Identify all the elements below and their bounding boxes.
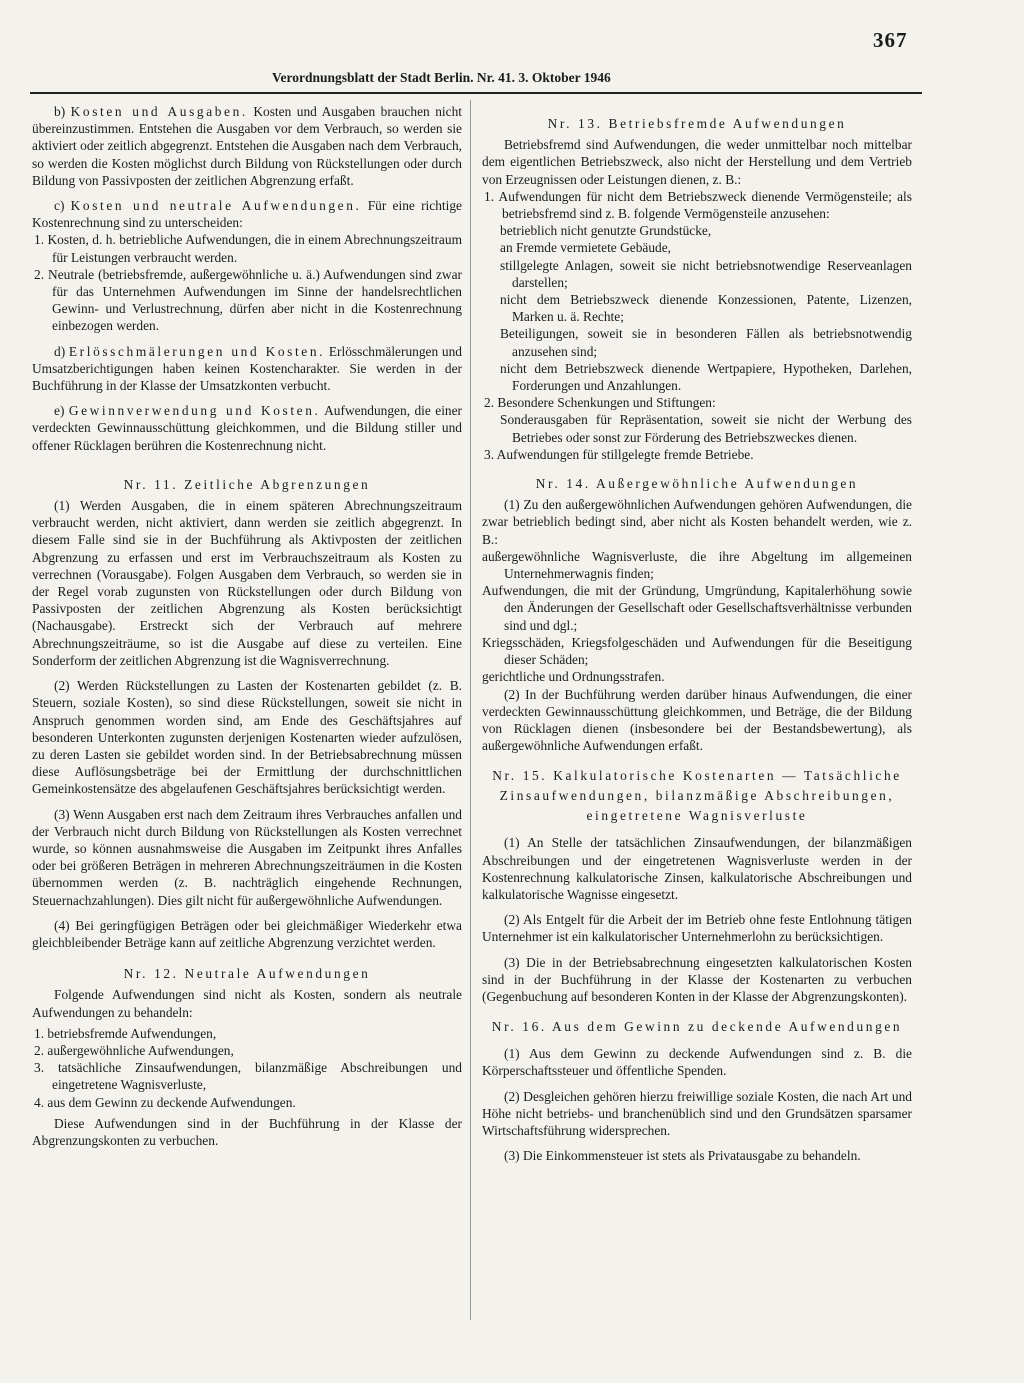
list-item: 2. außergewöhnliche Aufwendungen,	[34, 1042, 234, 1058]
list-subitem: an Fremde vermietete Gebäude,	[500, 240, 672, 256]
heading-nr-11: Nr. 11. Zeitliche Abgrenzungen	[123, 476, 371, 492]
list-subitem: nicht dem Betriebszweck dienende Wertpapiere, Hypotheken, Darlehen, Forderungen und Anzahlungen.	[500, 360, 912, 394]
running-header: Verordnungsblatt der Stadt Berlin. Nr. 41. 3. Oktober 1946	[272, 70, 611, 85]
heading-nr-16: Nr. 16. Aus dem Gewinn zu deckende Aufwendungen	[491, 1019, 903, 1035]
heading-nr-14: Nr. 14. Außergewöhnliche Aufwendungen	[535, 476, 859, 492]
paragraph: (2) Desgleichen gehören hierzu freiwillige soziale Kosten, die nach Art und Höhe nicht betriebs- und branchenüblich sind und den Grundsätzen sparsamer Wirtschaftsführung widersprechen.	[482, 1088, 912, 1138]
right-column	[482, 103, 912, 1164]
section-c-title: Kosten und neutrale Aufwendungen.	[70, 198, 362, 214]
section-d-title: Erlösschmälerungen und Kosten.	[68, 343, 326, 359]
section-e-title: Gewinnverwendung und Kosten.	[68, 403, 321, 419]
paragraph: (2) In der Buchführung werden darüber hinaus Aufwendungen, die einer verdeckten Gewinnausschüttung gleichkommen, und Beträge, die der Bildung von Rücklagen dienen (insbesondere bei der Bestandsbewertung), als außergewöhnliche Aufwendungen erfaßt.	[482, 686, 912, 754]
list-subitem: außergewöhnliche Wagnisverluste, die ihre Abgeltung im allgemeinen Unternehmerwagnis finden;	[482, 548, 912, 582]
section-b: b) Kosten und Ausgaben. Kosten und Ausgaben brauchen nicht übereinzustimmen. Entstehen die Ausgaben vor dem Verbrauch, so werden sie aktiviert oder zeitlich abgegrenzt. Entstehen die Ausgaben nach dem Verbrauch, so werden die Kosten möglichst durch Bildung von Rückstellungen oder durch Bildung von Passivposten der zeitlichen Abgrenzung erfaßt.	[32, 104, 462, 188]
left-column	[32, 103, 462, 1149]
list-subitem: Sonderausgaben für Repräsentation, soweit sie nicht der Werbung des Betriebes oder sonst zur Förderung des Betriebszweckes dienen.	[500, 412, 912, 445]
list-item: 4. aus dem Gewinn zu deckende Aufwendungen.	[34, 1094, 296, 1110]
paragraph: (1) Werden Ausgaben, die in einem späteren Abrechnungszeitraum verbraucht werden, nicht aktiviert, dann werden sie zeitlich abgegrenzt. In diesem Falle sind sie in der Buchführung als Aktivposten der zeitlichen Abgrenzung zu erfassen und erst im Verbrauchszeitraum als Kosten zu verrechnen (Vorausgabe). Folgen Ausgaben dem Verbrauch, so werden sie in der Regel vorab zugunsten von Rückstellungen oder durch Bildung von Passivposten der zeitlichen Abgrenzung als Kosten berücksichtigt (Nachausgabe). Erstreckt sich der Verbrauch auf mehrere Abrechnungszeiträume, so ist die Ausgabe auf diese zu verteilen. Eine Sonderform der zeitlichen Abgrenzung ist die Wagnisverrechnung.	[32, 498, 462, 668]
list-subitem: Aufwendungen, die mit der Gründung, Umgründung, Kapitalerhöhung sowie den Änderungen der Gesellschaft oder Gesellschaftsverhältnisse verbunden sind und dgl.;	[482, 583, 912, 633]
column-divider	[470, 100, 471, 1320]
paragraph: (2) Als Entgelt für die Arbeit der im Betrieb ohne feste Entlohnung tätigen Unternehmer ist ein kalkulatorischer Unternehmerlohn zu berücksichtigen.	[482, 912, 912, 945]
list-subitem: stillgelegte Anlagen, soweit sie nicht betriebsnotwendige Reserveanlagen darstellen;	[500, 257, 912, 290]
list-subitem: nicht dem Betriebszweck dienende Konzessionen, Patente, Lizenzen, Marken u. ä. Rechte;	[500, 292, 912, 325]
paragraph: (4) Bei geringfügigen Beträgen oder bei gleichmäßiger Wiederkehr etwa gleichbleibender Beträge kann auf zeitliche Abgrenzung verzichtet werden.	[32, 917, 462, 950]
list-subitem: gerichtliche und Ordnungsstrafen.	[482, 669, 665, 685]
section-b-title: Kosten und Ausgaben.	[70, 104, 248, 119]
heading-nr-13: Nr. 13. Betriebsfremde Aufwendungen	[547, 116, 847, 131]
heading-nr-15: Nr. 15. Kalkulatorische Kostenarten — Tatsächliche Zinsaufwendungen, bilanzmäßige Abschreibungen, eingetretene Wagnisverluste	[492, 768, 902, 824]
list-subitem: Beteiligungen, soweit sie in besonderen Fällen als betriebsnotwendig anzusehen sind;	[500, 326, 912, 359]
section-e: e) Gewinnverwendung und Kosten. Aufwendungen, die einer verdeckten Gewinnausschüttung gleichkommen, und die Bildung stiller und offener Rücklagen berühren die Kostenrechnung nicht.	[32, 403, 463, 453]
paragraph: (1) Aus dem Gewinn zu deckende Aufwendungen sind z. B. die Körperschaftssteuer und öffentliche Spenden.	[482, 1046, 912, 1079]
paragraph: (3) Die in der Betriebsabrechnung eingesetzten kalkulatorischen Kosten sind in der Buchführung in der Klasse der Kostenarten zu verbuchen (Gegenbuchung auf besonderen Konten in der Klasse der Abgrenzungskonten).	[482, 954, 912, 1004]
list-item: 3. tatsächliche Zinsaufwendungen, bilanzmäßige Abschreibungen und eingetretene Wagnisverluste,	[34, 1060, 462, 1093]
paragraph: (2) Werden Rückstellungen zu Lasten der Kostenarten gebildet (z. B. Steuern, soziale Kosten), so sind diese Rückstellungen, soweit sie nicht in Anspruch genommen worden sind, am Ende des Geschäftsjahres auf besonderen Unterkonten zugunsten derjenigen Kostenarten wieder aufzulösen, zu deren Lasten sie gebildet worden sind. In der Betriebsabrechnung müssen diese Auflösungsbeträge bei der Ermittlung der durchschnittlichen Gemeinkostensätze des abgelaufenen Geschäftsjahres berücksichtigt werden.	[32, 678, 462, 797]
paragraph: Diese Aufwendungen sind in der Buchführung in der Klasse der Abgrenzungskonten zu verbuchen.	[32, 1115, 462, 1148]
list-item: 3. Aufwendungen für stillgelegte fremde Betriebe.	[484, 446, 754, 462]
list-subitem: betrieblich nicht genutzte Grundstücke,	[500, 223, 712, 239]
paragraph: Folgende Aufwendungen sind nicht als Kosten, sondern als neutrale Aufwendungen zu behandeln:	[32, 987, 462, 1020]
paragraph: Betriebsfremd sind Aufwendungen, die weder unmittelbar noch mittelbar dem eigentlichen Betriebszweck, also nicht der Herstellung und dem Vertrieb von Erzeugnissen oder Leistungen dienen, z. B.:	[482, 137, 912, 187]
list-item: 1. betriebsfremde Aufwendungen,	[34, 1025, 217, 1041]
heading-nr-12: Nr. 12. Neutrale Aufwendungen	[123, 966, 371, 982]
paragraph: (3) Wenn Ausgaben erst nach dem Zeitraum ihres Verbrauches anfallen und der Verbrauch nicht durch Bildung von Rückstellungen als Kosten verrechnet wurde, so können ausnahmsweise die Ausgaben im Zeitpunkt ihres Anfalles oder bei größeren Beträgen in mehreren Abrechnungszeiträumen in die Kosten übernommen werden (z. B. nachträglich eingehende Rechnungen, Steuernachzahlungen). Dies gilt nicht für außergewöhnliche Aufwendungen.	[32, 806, 462, 908]
page-number: 367	[873, 28, 908, 52]
list-subitem: Kriegsschäden, Kriegsfolgeschäden und Aufwendungen für die Beseitigung dieser Schäden;	[482, 634, 912, 668]
section-c: c) Kosten und neutrale Aufwendungen. Für eine richtige Kostenrechnung sind zu unterscheiden:	[32, 198, 462, 231]
list-item: 1. Kosten, d. h. betriebliche Aufwendungen, die in einem Abrechnungszeitraum für Leistungen verbraucht werden.	[34, 232, 462, 265]
paragraph: (1) An Stelle der tatsächlichen Zinsaufwendungen, der bilanzmäßigen Abschreibungen und der eingetretenen Wagnisverluste werden in der Kostenrechnung kalkulatorische Zinsen, kalkulatorische Abschreibungen und kalkulatorische Wagnisse eingesetzt.	[482, 835, 912, 902]
list-item: 1. Aufwendungen für nicht dem Betriebszweck dienende Vermögensteile; als betriebsfremd sind z. B. folgende Vermögensteile anzusehen:	[484, 188, 912, 222]
paragraph: (3) Die Einkommensteuer ist stets als Privatausgabe zu behandeln.	[504, 1148, 861, 1164]
list-item: 2. Besondere Schenkungen und Stiftungen:	[484, 395, 716, 411]
list-item: 2. Neutrale (betriebsfremde, außergewöhnliche u. ä.) Aufwendungen sind zwar für das Unternehmen Aufwendungen im Sinne der handelsrechtlichen Gewinn- und Verlustrechnung, dürfen aber nicht in die Kostenrechnung einbezogen werden.	[34, 266, 462, 334]
header-rule	[30, 92, 922, 94]
paragraph: (1) Zu den außergewöhnlichen Aufwendungen gehören Aufwendungen, die zwar betrieblich bedingt sind, aber nicht als Kosten behandelt werden, wie z. B.:	[482, 497, 912, 547]
section-d: d) Erlösschmälerungen und Kosten. Erlösschmälerungen und Umsatzberichtigungen haben keinen Kostencharakter. Sie werden in der Buchführung in der Klasse der Umsatzkonten verbucht.	[32, 343, 462, 394]
